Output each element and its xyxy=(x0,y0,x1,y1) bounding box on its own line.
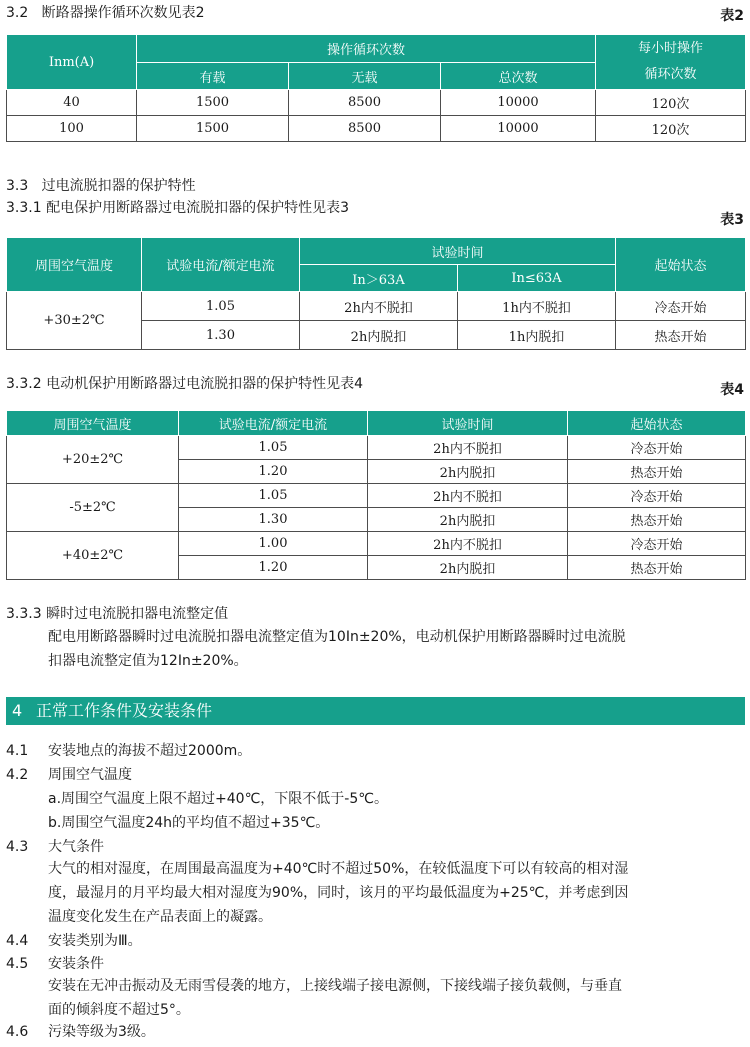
header-per-hour: 每小时操作 循环次数 xyxy=(596,35,746,90)
table-row: +30±2℃ 1.05 2h内不脱扣 1h内不脱扣 冷态开始 xyxy=(7,292,746,321)
item-4-3-body: 大气的相对湿度，在周围最高温度为+40℃时不超过50%，在较低温度下可以有较高的相对湿 度，最湿月的月平均最大相对湿度为90%，同时，该月的平均最低温度为+25℃，并考虑到因 温度变化发生在产品表面上的凝露。 xyxy=(48,861,629,925)
table-row: 1.30 2h内脱扣 1h内脱扣 热态开始 xyxy=(7,321,746,350)
item-4-4: 4.4 安装类别为Ⅲ。 xyxy=(6,933,142,949)
table-row: +20±2℃ 1.05 2h内不脱扣 冷态开始 xyxy=(7,436,746,460)
header-time: 试验时间 xyxy=(300,238,616,265)
section-3-2-heading: 3.2 断路器操作循环次数见表2 xyxy=(6,5,205,21)
header-state: 起始状态 xyxy=(568,411,746,436)
table-4-label: 表4 xyxy=(720,382,744,398)
header-time: 试验时间 xyxy=(368,411,568,436)
table-row: 1.30 2h内脱扣 热态开始 xyxy=(7,508,746,532)
item-4-3: 4.3 大气条件 xyxy=(6,839,104,855)
item-4-2-a: a.周围空气温度上限不超过+40℃，下限不低于-5℃。 xyxy=(48,791,388,807)
item-4-2-b: b.周围空气温度24h的平均值不超过+35℃。 xyxy=(48,815,330,831)
table-2 xyxy=(6,34,746,142)
header-in-le-63: In≤63A xyxy=(458,265,616,292)
section-3-3-heading: 3.3 过电流脱扣器的保护特性 xyxy=(6,178,196,194)
table-row: 100 1500 8500 10000 120次 xyxy=(7,116,746,142)
item-4-5: 4.5 安装条件 xyxy=(6,956,104,972)
item-4-1: 4.1 安装地点的海拔不超过2000m。 xyxy=(6,743,252,759)
header-temp: 周围空气温度 xyxy=(7,238,142,292)
item-4-6: 4.6 污染等级为3级。 xyxy=(6,1024,155,1040)
header-inm: Inm(A) xyxy=(7,35,137,90)
table-3-label: 表3 xyxy=(720,212,744,228)
table-row: 1.20 2h内脱扣 热态开始 xyxy=(7,556,746,580)
section-3-3-1-heading: 3.3.1 配电保护用断路器过电流脱扣器的保护特性见表3 xyxy=(6,200,349,216)
table-2-label: 表2 xyxy=(720,8,744,24)
item-4-2: 4.2 周围空气温度 xyxy=(6,767,132,783)
header-state: 起始状态 xyxy=(616,238,746,292)
header-loaded: 有载 xyxy=(137,63,289,90)
section-3-3-3-body: 配电用断路器瞬时过电流脱扣器电流整定值为10In±20%，电动机保护用断路器瞬时过电流脱 扣器电流整定值为12In±20%。 xyxy=(48,629,626,669)
header-in-gt-63: In＞63A xyxy=(300,265,458,292)
section-3-3-2-heading: 3.3.2 电动机保护用断路器过电流脱扣器的保护特性见表4 xyxy=(6,376,363,392)
table-row: -5±2℃ 1.05 2h内不脱扣 冷态开始 xyxy=(7,484,746,508)
table-3 xyxy=(6,237,746,350)
header-temp: 周围空气温度 xyxy=(7,411,179,436)
item-4-5-body: 安装在无冲击振动及无雨雪侵袭的地方，上接线端子接电源侧，下接线端子接负载侧，与垂直 面的倾斜度不超过5°。 xyxy=(48,978,622,1018)
header-unloaded: 无载 xyxy=(289,63,441,90)
table-row: 40 1500 8500 10000 120次 xyxy=(7,90,746,116)
table-4 xyxy=(6,410,746,580)
header-ratio: 试验电流/额定电流 xyxy=(142,238,300,292)
section-3-3-3-heading: 3.3.3 瞬时过电流脱扣器电流整定值 xyxy=(6,606,229,622)
table-row: 1.20 2h内脱扣 热态开始 xyxy=(7,460,746,484)
section-4-banner: 4 正常工作条件及安装条件 xyxy=(6,697,745,725)
header-ratio: 试验电流/额定电流 xyxy=(179,411,368,436)
header-total: 总次数 xyxy=(441,63,596,90)
table-row: +40±2℃ 1.00 2h内不脱扣 冷态开始 xyxy=(7,532,746,556)
header-cycles: 操作循环次数 xyxy=(137,35,596,63)
